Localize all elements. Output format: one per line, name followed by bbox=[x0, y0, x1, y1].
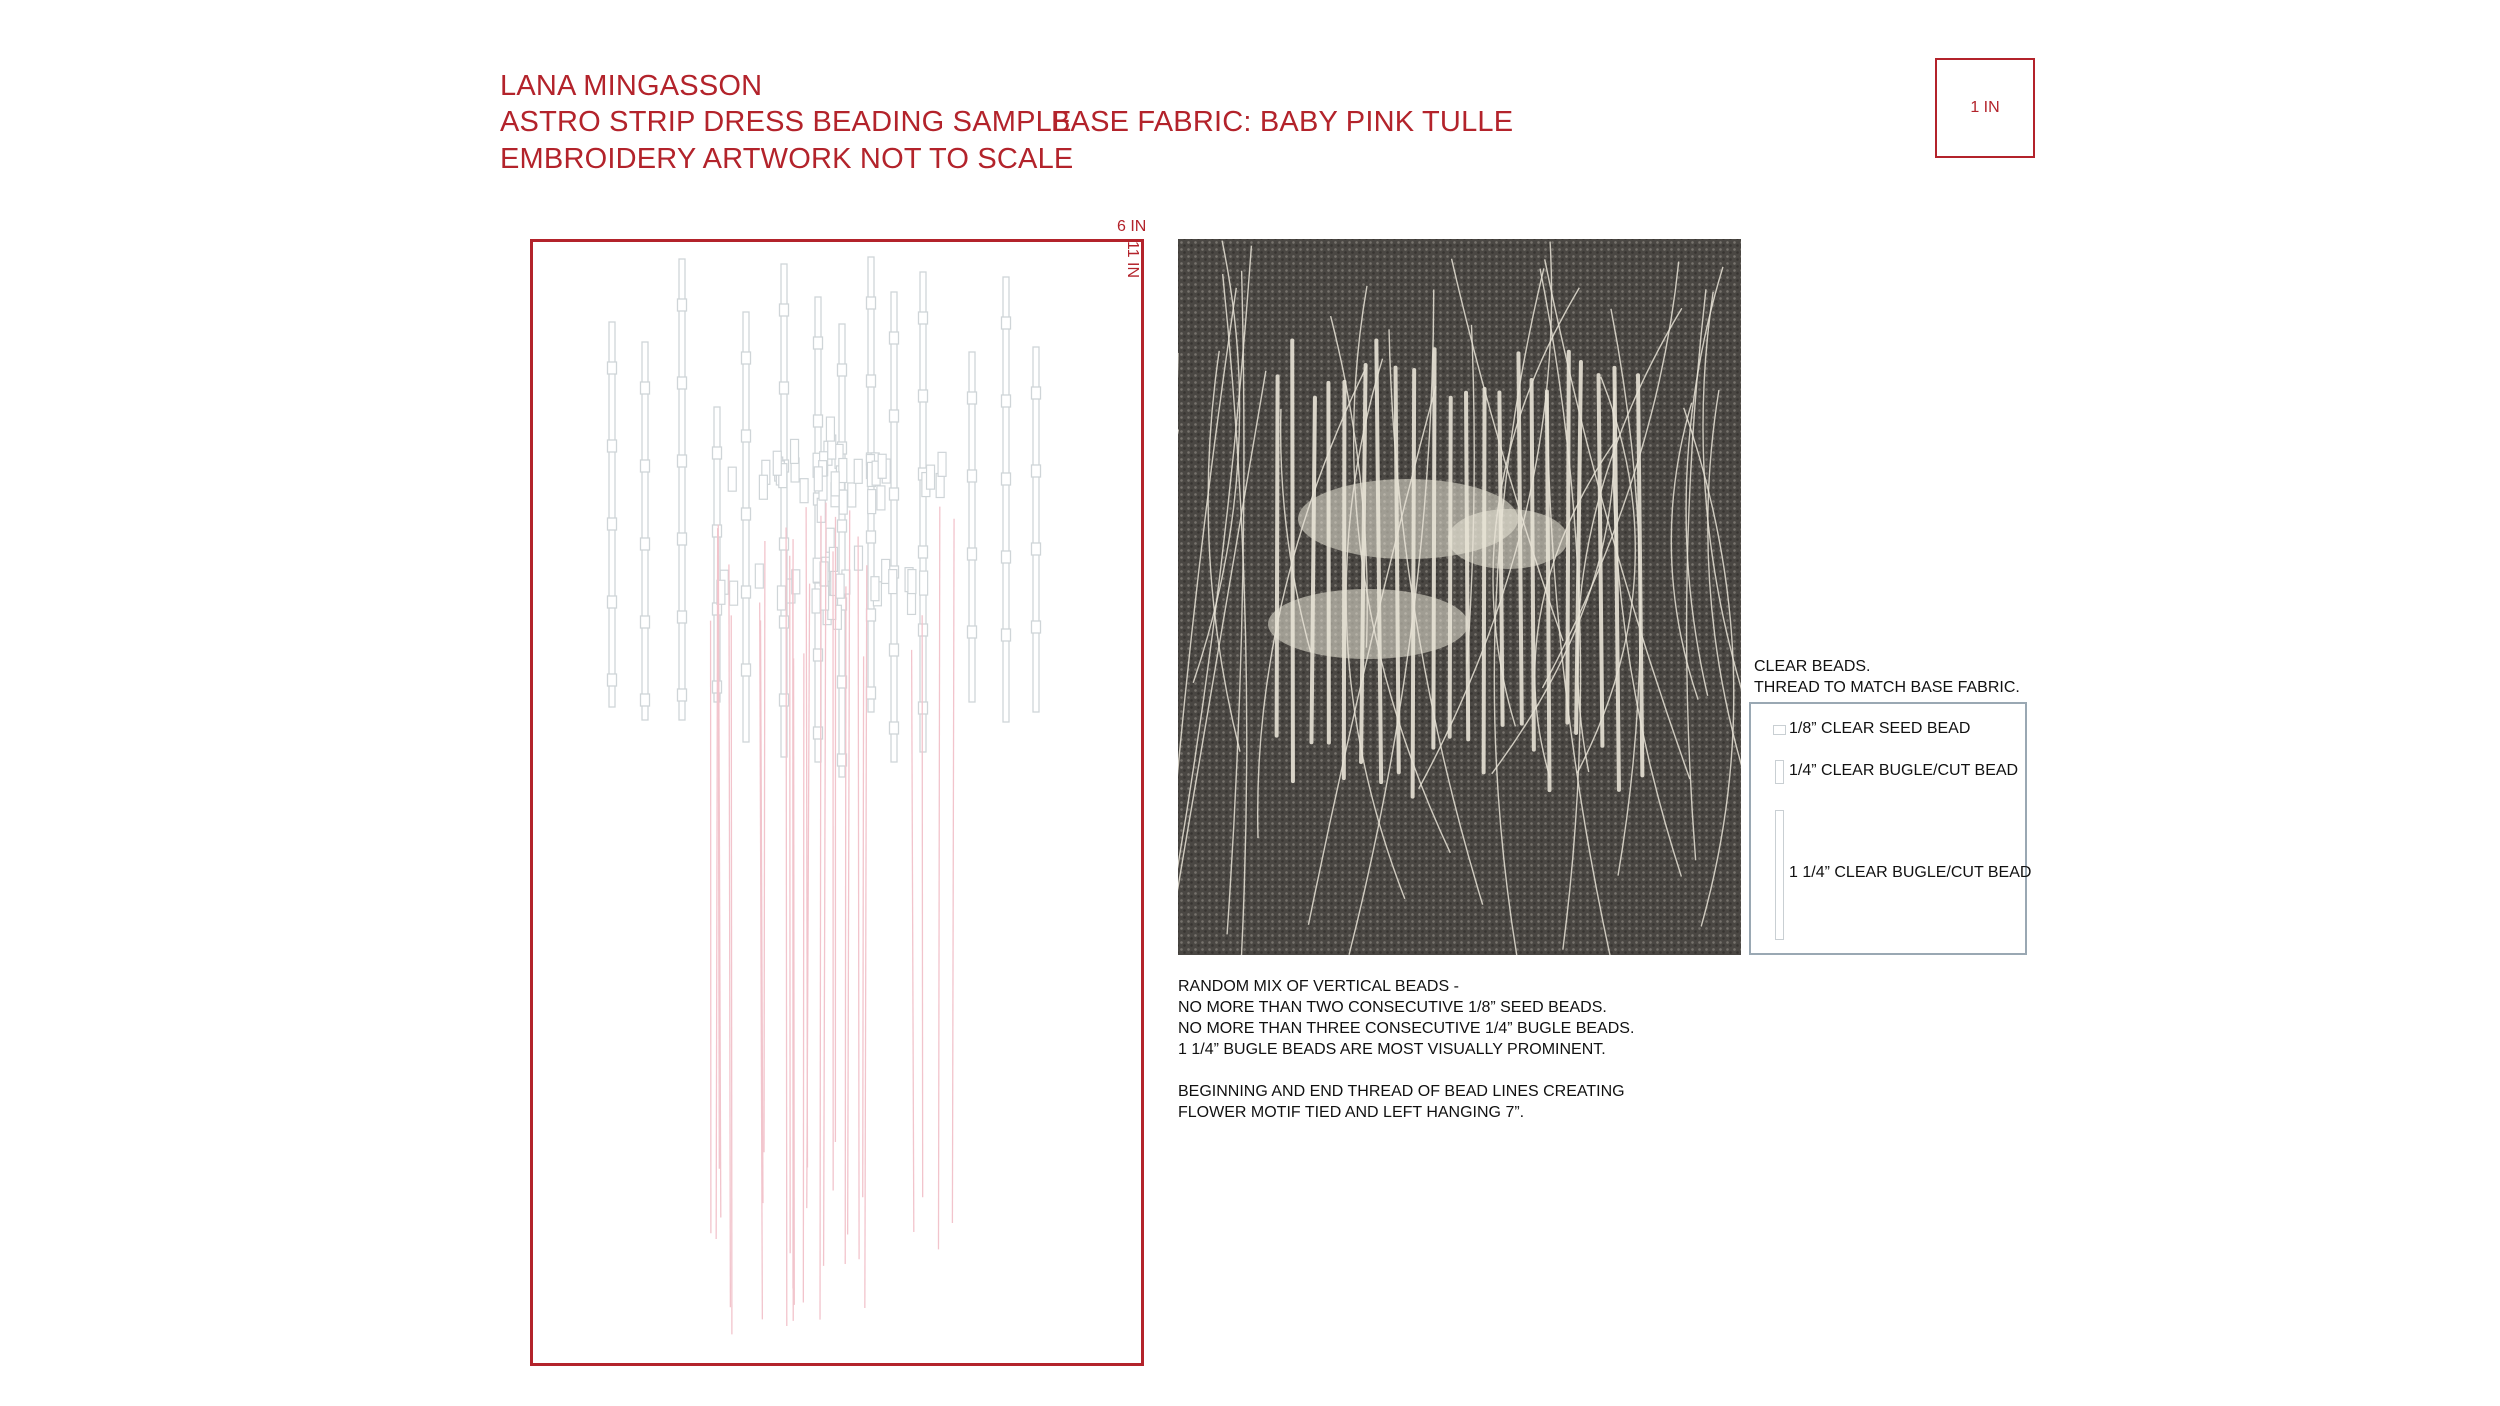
seed-bead bbox=[678, 299, 687, 311]
seed-bead bbox=[1032, 465, 1041, 477]
beading-sample-photo bbox=[1178, 239, 1741, 955]
hanging-thread bbox=[922, 615, 923, 1197]
bugle-bead bbox=[854, 459, 862, 483]
bead-legend bbox=[1749, 702, 2032, 955]
beaded-strand bbox=[1614, 368, 1619, 790]
beaded-strand bbox=[1344, 382, 1345, 778]
hanging-thread bbox=[863, 656, 864, 1197]
beaded-strand bbox=[1277, 376, 1278, 735]
seed-bead bbox=[742, 352, 751, 364]
seed-bead bbox=[968, 548, 977, 560]
seed-bead bbox=[838, 364, 847, 376]
beaded-strand bbox=[1311, 398, 1314, 743]
seed-bead bbox=[890, 332, 899, 344]
loose-thread bbox=[1542, 262, 1678, 688]
seed-bead bbox=[890, 410, 899, 422]
note-line: NO MORE THAN TWO CONSECUTIVE 1/8” SEED BEADS. bbox=[1178, 999, 1607, 1016]
bugle-bead bbox=[831, 472, 839, 496]
bugle-bead bbox=[839, 490, 847, 514]
bugle-bead bbox=[848, 483, 856, 507]
seed-bead bbox=[867, 375, 876, 387]
seed-bead bbox=[867, 687, 876, 699]
sample-title: ASTRO STRIP DRESS BEADING SAMPLE bbox=[500, 106, 1072, 138]
bugle-bead bbox=[755, 564, 763, 588]
hanging-thread bbox=[865, 565, 867, 1308]
long-bugle-swatch bbox=[1775, 810, 1784, 940]
bugle-bead bbox=[814, 467, 822, 491]
seed-bead bbox=[838, 520, 847, 532]
bead-line bbox=[743, 312, 749, 742]
short-bugle-swatch bbox=[1775, 760, 1784, 784]
seed-bead bbox=[742, 430, 751, 442]
bugle-bead bbox=[759, 475, 767, 499]
hanging-thread bbox=[820, 516, 821, 1320]
seed-bead bbox=[780, 616, 789, 628]
seed-bead bbox=[678, 689, 687, 701]
bugle-bead bbox=[936, 474, 944, 498]
note-line: 1 1/4” BUGLE BEADS ARE MOST VISUALLY PROMINENT. bbox=[1178, 1041, 1606, 1058]
seed-bead bbox=[814, 415, 823, 427]
bugle-bead bbox=[878, 454, 886, 478]
seed-bead bbox=[742, 664, 751, 676]
seed-bead bbox=[867, 609, 876, 621]
scale-reference-box bbox=[1935, 58, 2035, 158]
scale-note: EMBROIDERY ARTWORK NOT TO SCALE bbox=[500, 143, 1074, 175]
bugle-bead bbox=[773, 451, 781, 475]
bugle-bead bbox=[812, 589, 820, 613]
hanging-thread bbox=[858, 536, 859, 1259]
hanging-thread bbox=[729, 564, 730, 1307]
seed-bead bbox=[608, 518, 617, 530]
bugle-bead bbox=[938, 452, 946, 476]
seed-bead bbox=[890, 722, 899, 734]
seed-bead bbox=[867, 531, 876, 543]
photo-threads bbox=[1178, 239, 1741, 955]
legend-label: 1 1/4” CLEAR BUGLE/CUT BEAD bbox=[1789, 864, 2032, 881]
seed-bead bbox=[678, 611, 687, 623]
hanging-thread bbox=[786, 527, 787, 1326]
seed-bead bbox=[890, 644, 899, 656]
note-line: FLOWER MOTIF TIED AND LEFT HANGING 7”. bbox=[1178, 1104, 1525, 1121]
note-line: NO MORE THAN THREE CONSECUTIVE 1/4” BUGLE BEADS. bbox=[1178, 1020, 1635, 1037]
seed-bead bbox=[867, 297, 876, 309]
bugle-bead bbox=[821, 586, 829, 610]
loose-thread bbox=[1671, 403, 1698, 700]
seed-bead bbox=[742, 586, 751, 598]
seed-bead bbox=[1002, 395, 1011, 407]
hanging-thread bbox=[716, 528, 717, 1239]
bugle-bead bbox=[728, 467, 736, 491]
legend-heading-line: THREAD TO MATCH BASE FABRIC. bbox=[1754, 679, 2020, 696]
seed-bead bbox=[814, 337, 823, 349]
seed-bead bbox=[608, 440, 617, 452]
bugle-bead bbox=[877, 486, 885, 510]
bugle-bead bbox=[777, 586, 785, 610]
seed-bead bbox=[780, 304, 789, 316]
hanging-thread bbox=[806, 507, 807, 1167]
bead-line bbox=[679, 259, 685, 720]
loose-thread bbox=[1687, 289, 1706, 860]
bugle-bead bbox=[839, 459, 847, 483]
seed-bead bbox=[713, 447, 722, 459]
bugle-bead bbox=[730, 581, 738, 605]
legend-label: 1/4” CLEAR BUGLE/CUT BEAD bbox=[1789, 762, 2019, 779]
seed-bead bbox=[678, 377, 687, 389]
hanging-thread bbox=[794, 658, 795, 1305]
seed-bead bbox=[608, 674, 617, 686]
loose-thread bbox=[1178, 246, 1251, 884]
artwork-drawing bbox=[533, 242, 1141, 1363]
seed-bead bbox=[780, 694, 789, 706]
seed-bead bbox=[968, 626, 977, 638]
beaded-strand bbox=[1450, 398, 1451, 737]
seed-bead bbox=[678, 533, 687, 545]
beaded-strand bbox=[1376, 340, 1381, 782]
bead-line bbox=[815, 297, 821, 762]
bugle-bead bbox=[908, 570, 916, 594]
note-line: BEGINNING AND END THREAD OF BEAD LINES CREATING bbox=[1178, 1083, 1625, 1100]
bead-line bbox=[920, 272, 926, 752]
seed-bead bbox=[641, 460, 650, 472]
bead-line bbox=[891, 292, 897, 762]
note-line: RANDOM MIX OF VERTICAL BEADS - bbox=[1178, 978, 1459, 995]
seed-bead bbox=[1002, 551, 1011, 563]
bead-line bbox=[642, 342, 648, 720]
bugle-bead bbox=[927, 465, 935, 489]
base-fabric-label: BASE FABRIC: BABY PINK TULLE bbox=[1051, 106, 1514, 138]
seed-bead bbox=[1002, 629, 1011, 641]
loose-thread bbox=[1577, 308, 1681, 772]
legend-label: 1/8” CLEAR SEED BEAD bbox=[1789, 720, 1971, 737]
seed-bead bbox=[641, 538, 650, 550]
artwork-height-label: 11 IN bbox=[1124, 241, 1141, 279]
scale-reference-label: 1 IN bbox=[1970, 99, 2000, 116]
bugle-bead bbox=[826, 417, 834, 441]
hanging-thread bbox=[803, 653, 804, 1302]
seed-bead bbox=[780, 382, 789, 394]
bead-line bbox=[839, 324, 845, 777]
seed-bead bbox=[919, 390, 928, 402]
seed-bead bbox=[1032, 621, 1041, 633]
seed-bead bbox=[608, 596, 617, 608]
loose-thread bbox=[1708, 390, 1741, 842]
embroidery-artwork bbox=[530, 239, 1144, 1366]
seed-bead bbox=[1002, 317, 1011, 329]
seed-bead bbox=[641, 694, 650, 706]
seed-bead bbox=[678, 455, 687, 467]
seed-bead bbox=[968, 392, 977, 404]
artwork-width-label: 6 IN bbox=[1117, 218, 1147, 235]
seed-bead bbox=[838, 676, 847, 688]
seed-bead bbox=[919, 702, 928, 714]
bugle-bead bbox=[836, 574, 844, 598]
seed-bead bbox=[1032, 387, 1041, 399]
hanging-thread bbox=[848, 510, 850, 1234]
beaded-strand bbox=[1484, 389, 1485, 772]
bugle-bead bbox=[889, 570, 897, 594]
seed-bead bbox=[608, 362, 617, 374]
seed-bead bbox=[919, 312, 928, 324]
hanging-thread bbox=[952, 519, 954, 1223]
bugle-bead bbox=[800, 479, 808, 503]
bead-cluster bbox=[1448, 509, 1568, 569]
loose-thread bbox=[1492, 410, 1614, 774]
seed-bead bbox=[641, 616, 650, 628]
bugle-bead bbox=[920, 571, 928, 595]
legend-heading bbox=[1754, 656, 2020, 698]
hanging-thread bbox=[731, 615, 732, 1334]
loose-thread bbox=[1613, 388, 1681, 876]
seed-bead bbox=[780, 538, 789, 550]
seed-bead bbox=[919, 546, 928, 558]
seed-bead bbox=[641, 382, 650, 394]
seed-bead bbox=[919, 624, 928, 636]
bead-line bbox=[1033, 347, 1039, 712]
seed-bead bbox=[742, 508, 751, 520]
seed-bead bbox=[1002, 473, 1011, 485]
hanging-thread bbox=[938, 507, 939, 1250]
bugle-bead bbox=[868, 490, 876, 514]
designer-name: LANA MINGASSON bbox=[500, 70, 763, 102]
seed-bead bbox=[1032, 543, 1041, 555]
beading-notes bbox=[1178, 976, 1634, 1123]
seed-bead-swatch bbox=[1773, 725, 1786, 735]
hanging-thread bbox=[845, 586, 846, 1264]
loose-thread bbox=[1540, 269, 1580, 950]
legend-heading-line: CLEAR BEADS. bbox=[1754, 658, 1871, 675]
beaded-strand bbox=[1413, 370, 1415, 797]
bead-line bbox=[1003, 277, 1009, 722]
seed-bead bbox=[968, 470, 977, 482]
loose-thread bbox=[1178, 288, 1236, 888]
hanging-thread bbox=[764, 541, 765, 1152]
bugle-bead bbox=[791, 439, 799, 463]
hanging-thread bbox=[912, 650, 914, 1232]
seed-bead bbox=[890, 488, 899, 500]
bugle-bead bbox=[871, 577, 879, 601]
bead-line bbox=[609, 322, 615, 707]
